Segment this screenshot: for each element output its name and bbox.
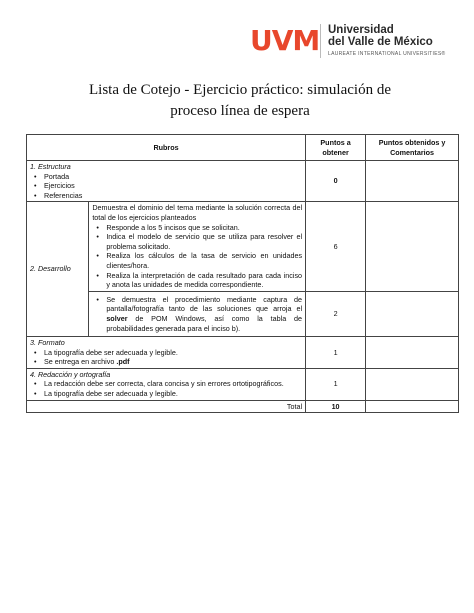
logo-tagline: LAUREATE INTERNATIONAL UNIVERSITIES® <box>328 51 446 57</box>
rubro-label-desarrollo: 2. Desarrollo <box>27 202 89 337</box>
points-formato: 1 <box>306 337 366 369</box>
rubro-redaccion <box>27 368 306 400</box>
list-item: • Realiza la interpretación de cada resultado para cada inciso y anota las unidades de medida correspondiente. <box>106 271 302 290</box>
logo-university-name: del Valle de México <box>328 36 433 48</box>
total-value <box>306 400 366 413</box>
table-row-desarrollo-1 <box>27 202 459 291</box>
text-segment: Se entrega en archivo <box>44 357 117 367</box>
comments-redaccion <box>366 368 459 400</box>
points-estructura <box>306 161 366 202</box>
points-desarrollo-2: 2 <box>306 291 366 336</box>
list-item: • Ejercicios <box>44 181 302 191</box>
header-rubros: Rubros <box>27 135 306 161</box>
table-row-formato <box>27 337 459 369</box>
rubro-label-redaccion: 4. Redacción y ortografía <box>30 369 111 379</box>
table-header-row <box>27 135 459 161</box>
list-item: • Responde a los 5 incisos que se solicitan. <box>106 223 302 233</box>
rubro-estructura <box>27 161 306 202</box>
total-label: Total <box>27 400 306 413</box>
table-row-desarrollo-2 <box>27 291 459 336</box>
comments-formato <box>366 337 459 369</box>
rubro-label-estructura: 1. Estructura <box>30 162 71 171</box>
desarrollo-intro: Demuestra el dominio del tema mediante la solución correcta del total de los ejercicios planteados <box>92 203 303 222</box>
logo-university: Universidad <box>328 24 394 36</box>
table-row-redaccion <box>27 368 459 400</box>
text-segment: de POM Windows, así como la tabla de probabilidades generada para el inciso b). <box>106 313 303 333</box>
logo-divider <box>320 24 321 58</box>
rubro-label-formato: 3. Formato <box>30 338 65 348</box>
list-item <box>44 357 302 367</box>
list-item: • Realiza los cálculos de la tasa de servicio en unidades clientes/hora. <box>106 251 302 270</box>
list-item: • La redacción debe ser correcta, clara concisa y sin errores ortotipográficos. <box>44 379 302 389</box>
points-desarrollo-1: 6 <box>306 202 366 291</box>
logo-mark: UVM <box>250 24 320 57</box>
total-comments <box>366 400 459 413</box>
points-redaccion: 1 <box>306 368 366 400</box>
document-title <box>60 80 420 122</box>
rubro-desarrollo-detail-2 <box>89 291 306 336</box>
list-item <box>106 295 302 333</box>
text-segment: Se demuestra el procedimiento mediante captura de pantalla/fotografía tanto de las soluciones que arroja el <box>106 294 303 314</box>
list-item: • La tipografía debe ser adecuada y legible. <box>44 348 302 358</box>
header-comentarios: Puntos obtenidos y Comentarios <box>366 135 459 161</box>
comments-estructura <box>366 161 459 202</box>
total-number: 10 <box>331 401 340 411</box>
logo-text <box>328 24 445 60</box>
header-puntos: Puntos a obtener <box>306 135 366 161</box>
comments-desarrollo-1 <box>366 202 459 291</box>
comments-desarrollo-2 <box>366 291 459 336</box>
solver-bold: solver <box>106 313 128 323</box>
pdf-bold: .pdf <box>116 357 130 367</box>
rubro-formato <box>27 337 306 369</box>
table-row-estructura <box>27 161 459 202</box>
list-item: • Indica el modelo de servicio que se utiliza para resolver el problema solicitado. <box>106 232 302 251</box>
uvm-logo <box>250 22 460 62</box>
title-line-2: proceso línea de espera <box>170 103 310 119</box>
rubro-desarrollo-detail-1 <box>89 202 306 291</box>
checklist-table <box>26 134 459 413</box>
list-item: • Portada <box>44 172 302 182</box>
points-value: 0 <box>333 176 338 186</box>
title-line-1: Lista de Cotejo - Ejercicio práctico: simulación de <box>89 82 391 98</box>
table-row-total <box>27 400 459 413</box>
list-item: • Referencias <box>44 191 302 201</box>
list-item: • La tipografía debe ser adecuada y legible. <box>44 389 302 399</box>
